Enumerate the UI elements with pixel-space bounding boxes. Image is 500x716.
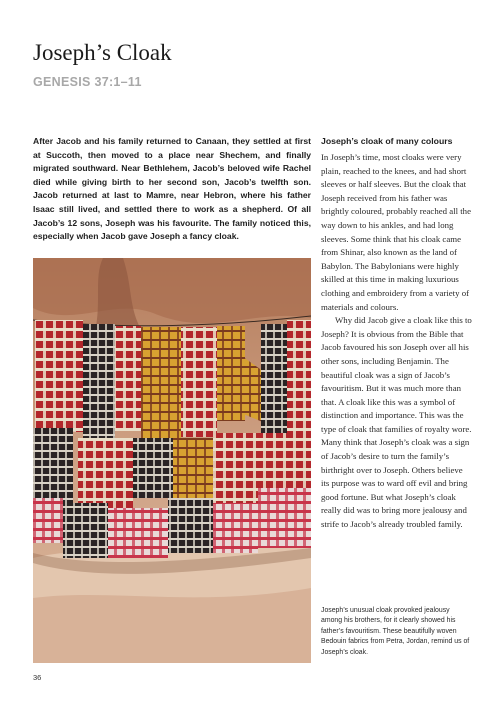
scripture-reference: GENESIS 37:1–11 [33,75,142,89]
sidebar-heading: Joseph’s cloak of many colours [321,136,453,146]
sidebar-paragraph: In Joseph’s time, most cloaks were very plain, reached to the knees, and had short sleeves or half sleeves. But the cloak that Joseph received from his father was brightly coloured, probably reached all the way down to his ankles, and had long sleeves. Some think that his cloak came from Shinar, also known as the land of Babylon. The Babylonians were highly skilled at this time in making luxurious clothing and embroidery from a variety of materials and colours. [321,152,471,312]
sidebar-text [321,151,473,532]
bedouin-fabrics-photo [33,258,311,663]
sidebar-paragraph: Why did Jacob give a cloak like this to Joseph? It is obvious from the Bible that Jacob favoured his son Joseph over all his other sons, including Benjamin. The beautiful cloak was a sign of Jacob’s favouritism. But it was much more than that. A cloak like this was a symbol of distinction and importance. This was the type of cloak that families of royalty wore. Many think that Joseph’s cloak was a sign of Jacob’s desire to turn the family’s birthright over to Joseph. Others believe its purpose was to ward off evil and bring good fortune. But what Joseph’s cloak really did was to bring more jealousy and strife to Jacob’s already troubled family. [321,315,472,530]
photo-illustration [33,258,311,663]
photo-caption: Joseph’s unusual cloak provoked jealousy among his brothers, for it clearly showed his father’s favouritism. These beautifully woven Bedouin fabrics from Petra, Jordan, remind us of Joseph’s cloak. [321,607,470,656]
page-number: 36 [33,673,42,682]
page-title: Joseph’s Cloak [33,40,172,65]
intro-paragraph: After Jacob and his family returned to Canaan, they settled at first at Succoth, then moved to a place near Shechem, and finally migrated southward. Near Bethlehem, Jacob’s beloved wife Rachel died while giving birth to her second son, Jacob’s twelfth son. Jacob returned at last to Mamre, near Hebron, where his father Isaac still lived, and settled there to work as a shepherd. Of all Jacob’s 12 sons, Joseph was his favourite. The family noticed this, especially when Jacob gave Joseph a fancy cloak. [33,136,311,242]
